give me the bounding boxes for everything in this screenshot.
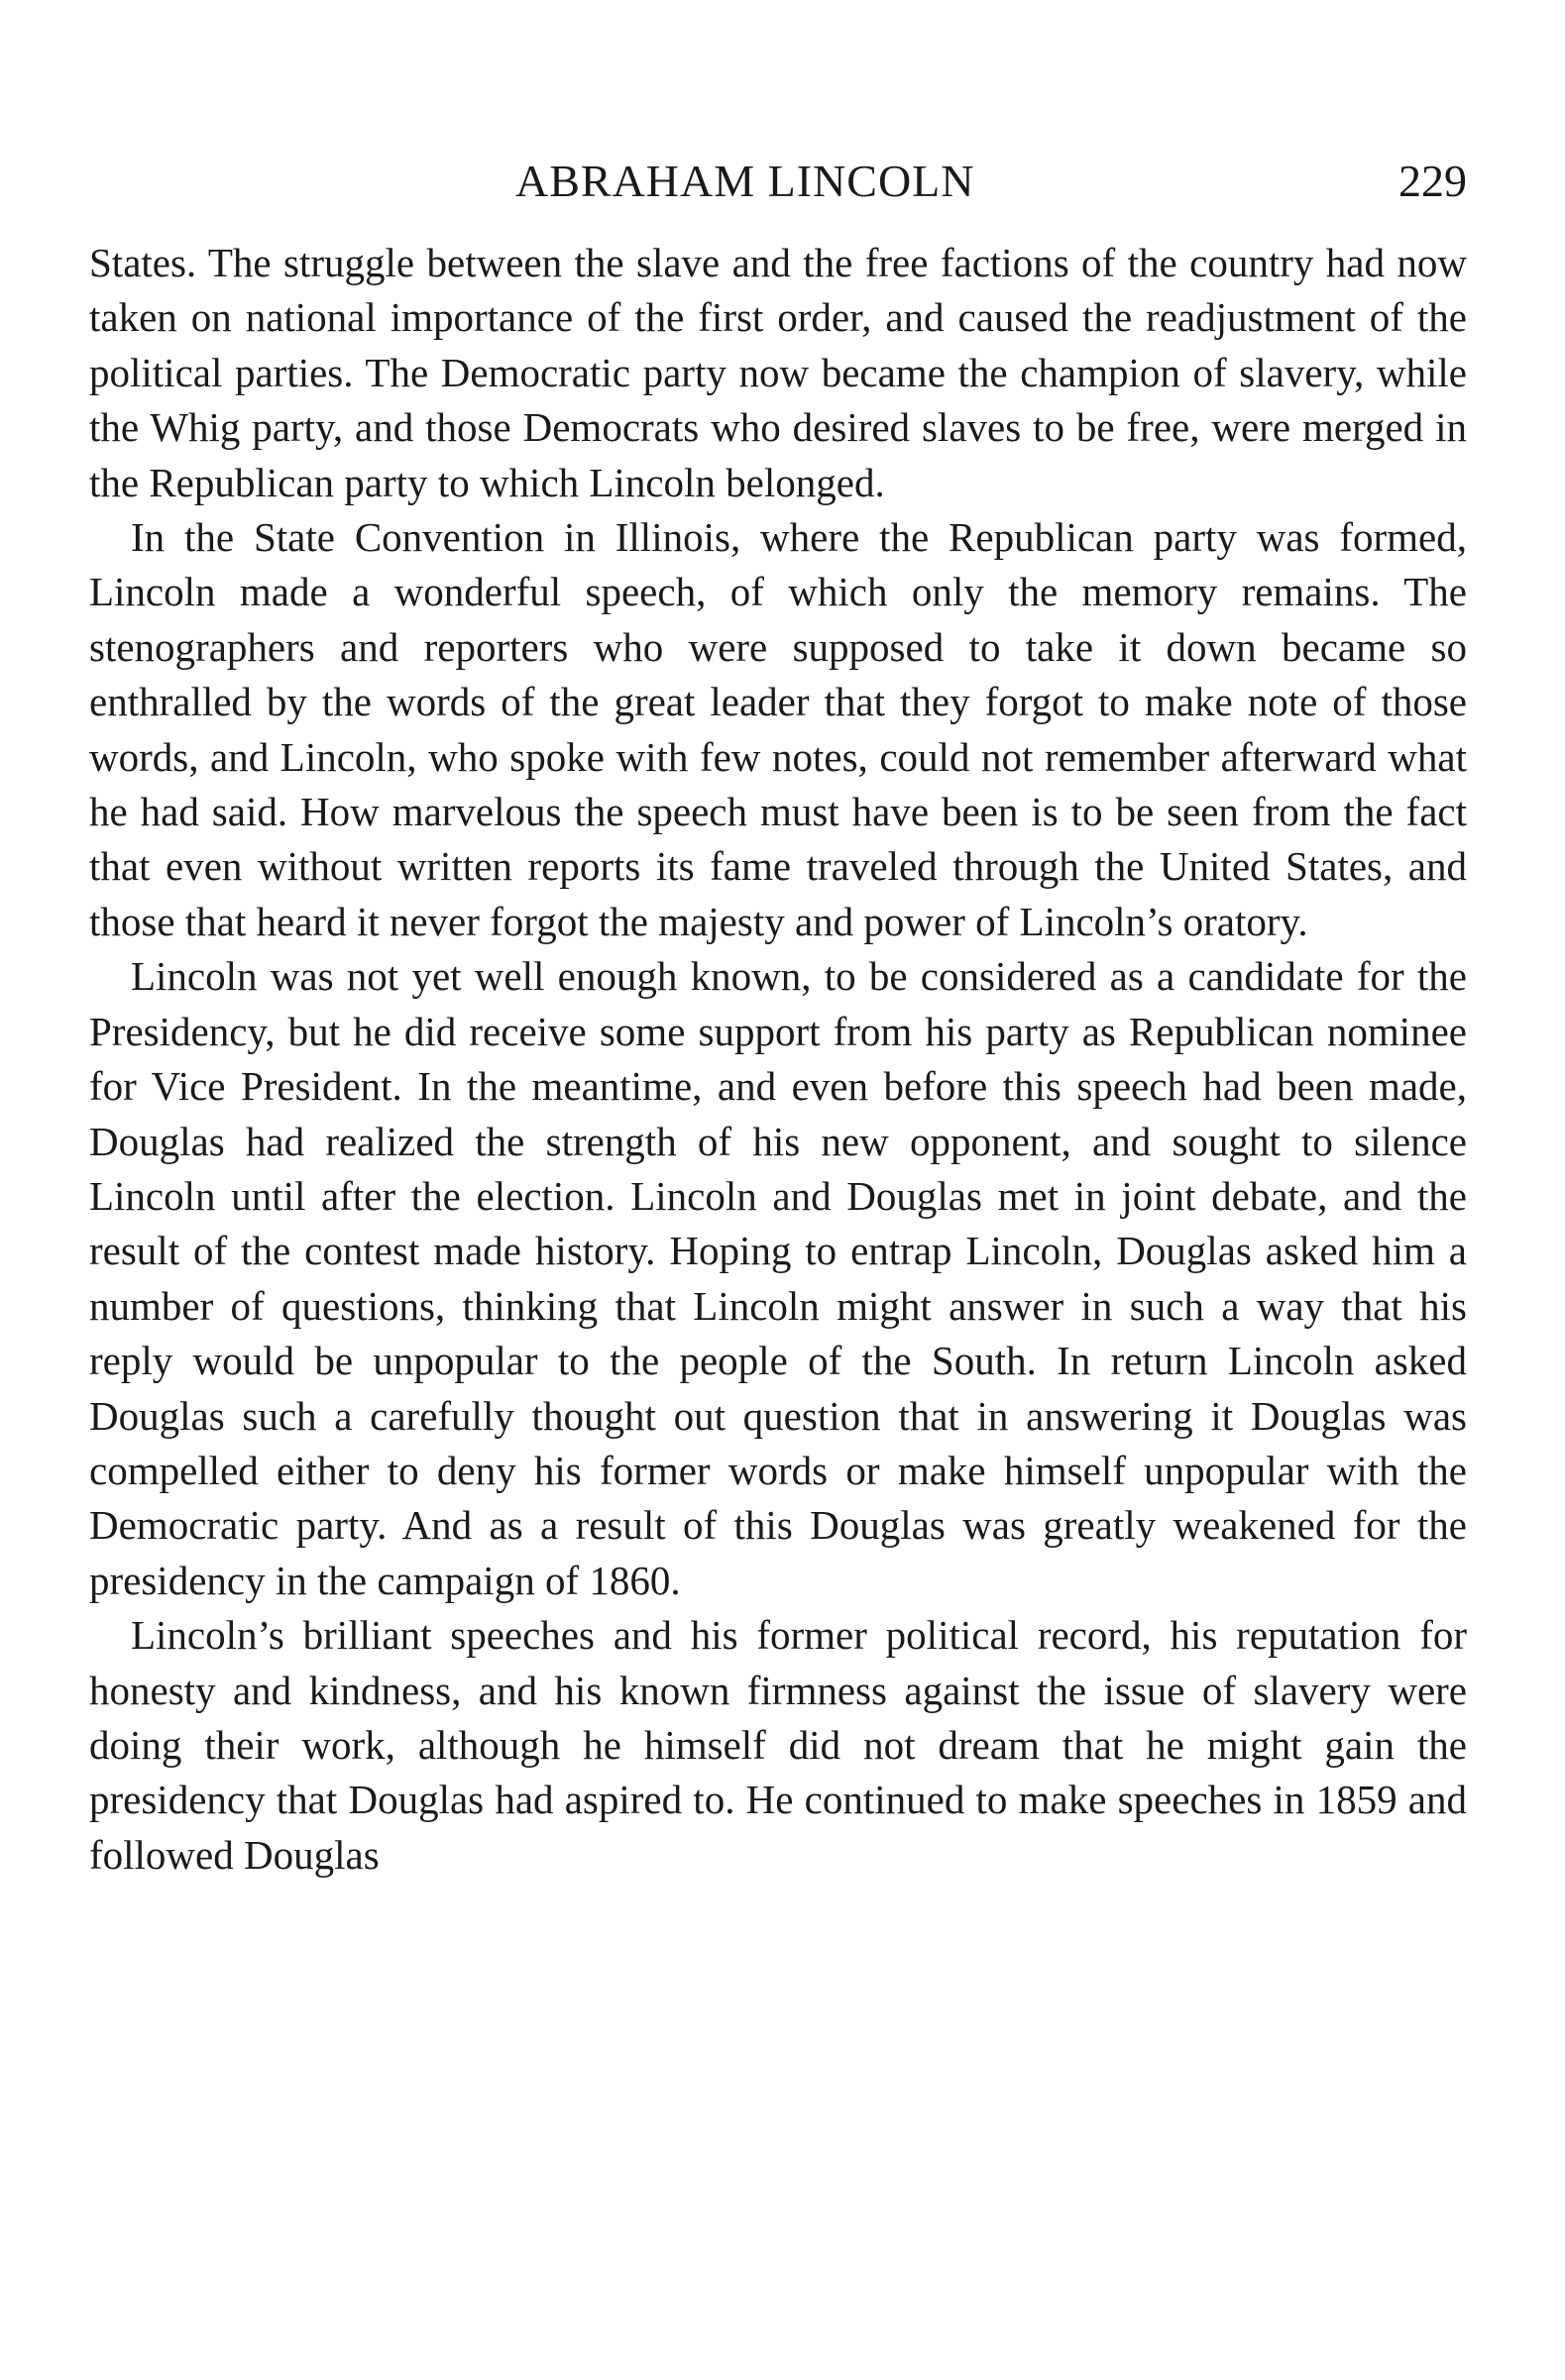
paragraph-3: Lincoln was not yet well enough known, to be considered as a candidate for the Presidency, but he did receive some support from his party as Republican nominee for Vice President. In the meantime, and even before this speech had been made, Douglas had realized the strength of his new opponent, and sought to silence Lincoln until after the election. Lincoln and Douglas met in joint debate, and the result of the contest made history. Hoping to entrap Lincoln, Douglas asked him a number of questions, thinking that Lincoln might answer in such a way that his reply would be unpopular to the people of the South. In return Lincoln asked Douglas such a carefully thought out question that in answering it Douglas was compelled either to deny his former words or make himself unpopular with the Democratic party. And as a result of this Douglas was greatly weakened for the presidency in the campaign of 1860. bbox=[89, 953, 1467, 1603]
body-text bbox=[89, 236, 1467, 1883]
paragraph-4: Lincoln’s brilliant speeches and his former political record, his reputation for honesty and kindness, and his known firmness against the issue of slavery were doing their work, although he himself did not dream that he might gain the presidency that Douglas had aspired to. He continued to make speeches in 1859 and followed Douglas bbox=[89, 1612, 1467, 1878]
running-head: ABRAHAM LINCOLN bbox=[515, 156, 975, 206]
page-number: 229 bbox=[1398, 156, 1467, 206]
paragraph-1: States. The struggle between the slave and the free factions of the country had now taken on national importance of the first order, and caused the readjustment of the political parties. The Democratic party now became the champion of slavery, while the Whig party, and those Democrats who desired slaves to be free, were merged in the Republican party to which Lincoln belonged. bbox=[89, 240, 1467, 505]
page-header bbox=[89, 147, 1467, 216]
paragraph-2: In the State Convention in Illinois, where the Republican party was formed, Lincoln made a wonderful speech, of which only the memory remains. The stenographers and reporters who were supposed to take it down became so enthralled by the words of the great leader that they forgot to make note of those words, and Lincoln, who spoke with few notes, could not remember afterward what he had said. How marvelous the speech must have been is to be seen from the fact that even without written reports its fame traveled through the United States, and those that heard it never forgot the majesty and power of Lincoln’s oratory. bbox=[89, 514, 1467, 944]
